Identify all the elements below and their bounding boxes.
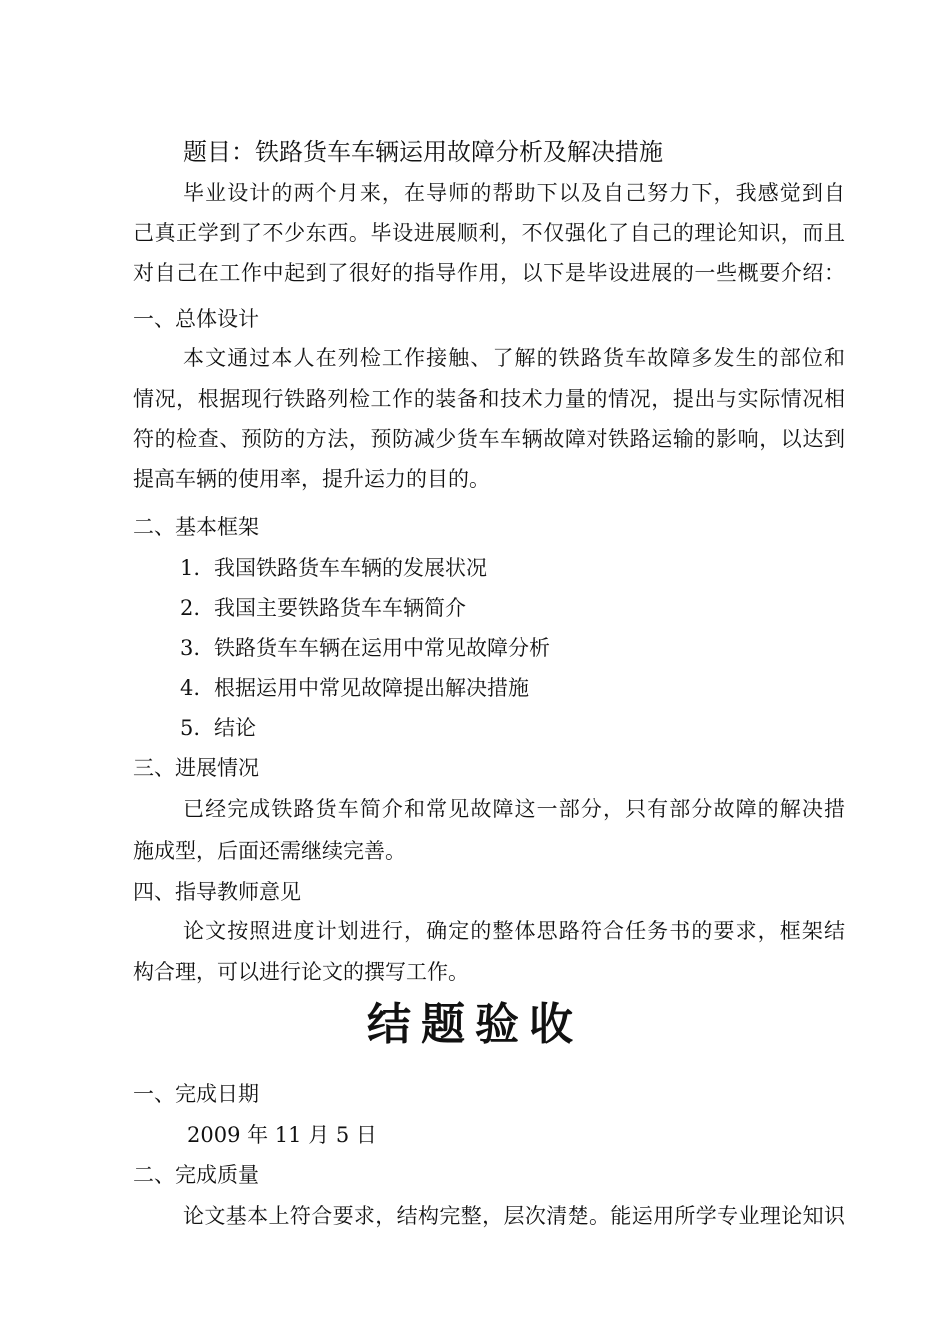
- intro-line-2: 己真正学到了不少东西。毕设进展顺利，不仅强化了自己的理论知识，而且: [133, 221, 845, 245]
- section1-line-3: 符的检查、预防的方法，预防减少货车车辆故障对铁路运输的影响，以达到: [133, 427, 845, 451]
- section4-line-1: 论文按照进度计划进行，确定的整体思路符合任务书的要求，框架结: [183, 919, 845, 943]
- document-title: 题目：铁路货车车辆运用故障分析及解决措施: [183, 138, 663, 166]
- section3-line-1: 已经完成铁路货车简介和常见故障这一部分，只有部分故障的解决措: [183, 797, 845, 821]
- framework-item: [180, 673, 529, 703]
- list-item-text: 结论: [214, 716, 256, 740]
- section1-line-2: 情况，根据现行铁路列检工作的装备和技术力量的情况，提出与实际情况相: [133, 387, 845, 411]
- list-item-text: 铁路货车车辆在运用中常见故障分析: [214, 636, 550, 660]
- quality-line-1: 论文基本上符合要求，结构完整，层次清楚。能运用所学专业理论知识: [183, 1204, 845, 1228]
- completion-date-heading: 一、完成日期: [133, 1082, 259, 1106]
- list-item-text: 我国铁路货车车辆的发展状况: [214, 556, 487, 580]
- section-heading-progress: 三、进展情况: [133, 756, 259, 780]
- list-item-text: 根据运用中常见故障提出解决措施: [214, 676, 529, 700]
- list-number: 3.: [180, 636, 201, 660]
- list-number: 1.: [180, 556, 201, 580]
- list-number: 4.: [180, 676, 201, 700]
- section-heading-advisor-opinion: 四、指导教师意见: [133, 880, 301, 904]
- section-heading-framework: 二、基本框架: [133, 515, 259, 539]
- intro-line-1: 毕业设计的两个月来，在导师的帮助下以及自己努力下，我感觉到自: [183, 181, 845, 205]
- section3-line-2: 施成型，后面还需继续完善。: [133, 839, 406, 863]
- list-item-text: 我国主要铁路货车车辆简介: [214, 596, 466, 620]
- completion-quality-heading: 二、完成质量: [133, 1163, 259, 1187]
- framework-item: [180, 633, 550, 663]
- list-number: 5.: [180, 716, 201, 740]
- acceptance-heading: 结题验收: [367, 999, 583, 1050]
- section4-line-2: 构合理，可以进行论文的撰写工作。: [133, 960, 469, 984]
- framework-item: [180, 593, 466, 623]
- framework-item: [180, 713, 256, 743]
- intro-line-3: 对自己在工作中起到了很好的指导作用，以下是毕设进展的一些概要介绍：: [133, 261, 845, 285]
- section-heading-overall-design: 一、总体设计: [133, 307, 259, 331]
- list-number: 2.: [180, 596, 201, 620]
- section1-line-4: 提高车辆的使用率，提升运力的目的。: [133, 467, 490, 491]
- section1-line-1: 本文通过本人在列检工作接触、了解的铁路货车故障多发生的部位和: [183, 346, 845, 370]
- framework-item: [180, 553, 487, 583]
- completion-date: 2009 年 11 月 5 日: [187, 1123, 377, 1147]
